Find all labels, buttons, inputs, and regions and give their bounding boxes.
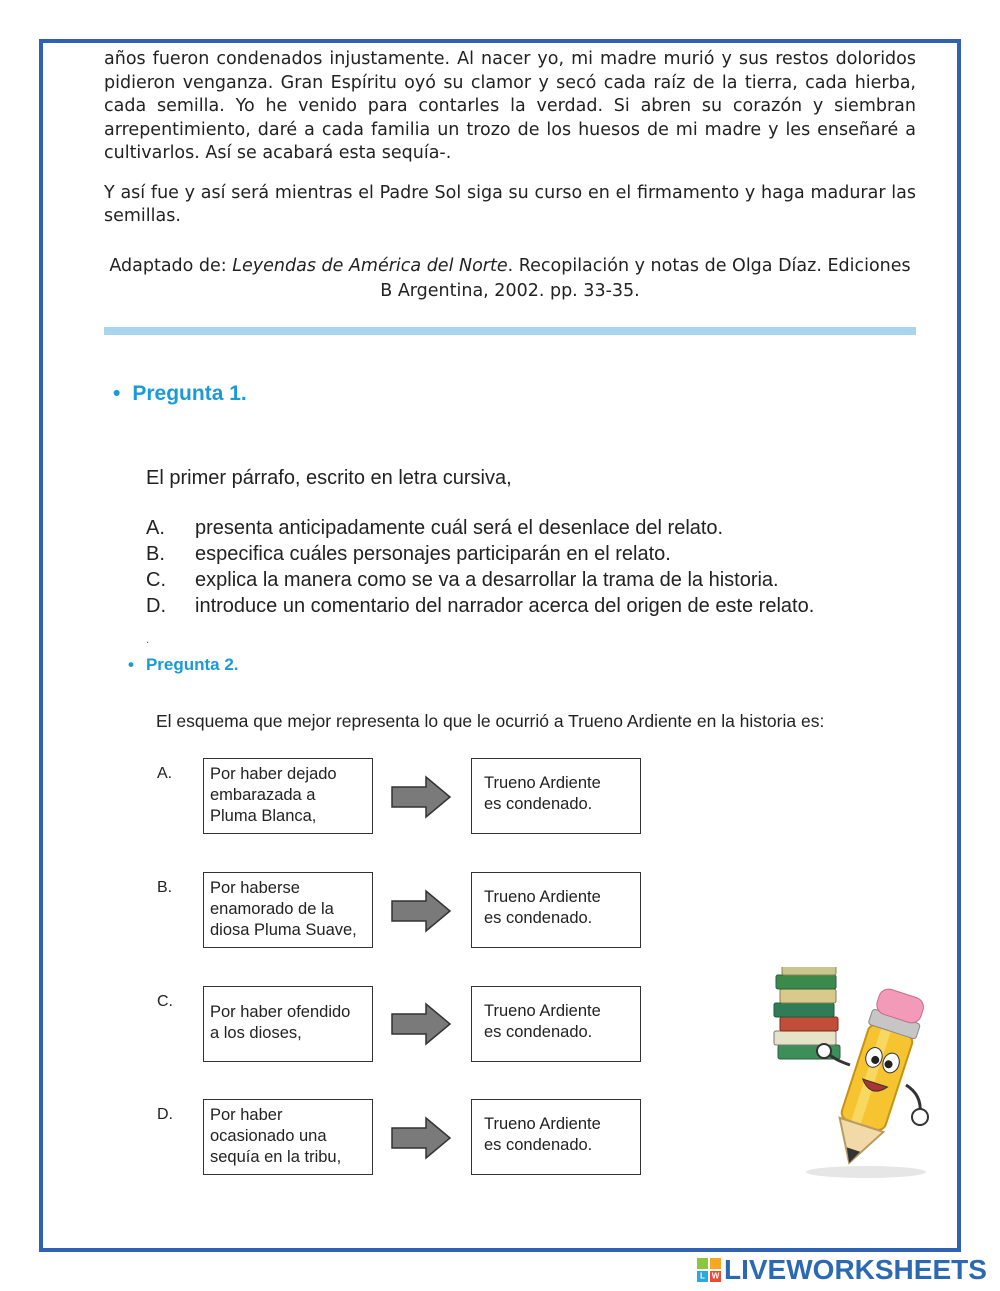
pencil-with-books-icon [766,967,946,1182]
question-1-title-text: Pregunta 1. [132,382,247,405]
effect-line: es condenado. [484,909,593,927]
question-2-option-d-cause-box[interactable] [203,1099,373,1175]
cause-line: Por haber dejado [210,765,337,783]
option-text: introduce un comentario del narrador acerca del origen de este relato. [195,595,815,617]
question-2-option-c-letter[interactable]: C. [157,993,173,1010]
cause-line: ocasionado una [210,1127,327,1145]
effect-line: Trueno Ardiente [484,1115,601,1133]
citation-suffix: . Recopilación y notas de Olga Díaz. Ediciones B Argentina, 2002. pp. 33-35. [380,256,911,301]
question-1-option-d[interactable] [146,593,814,619]
cause-line: diosa Pluma Suave, [210,921,357,939]
right-arrow-icon [390,1116,452,1160]
effect-line: Trueno Ardiente [484,1002,601,1020]
effect-line: es condenado. [484,1136,593,1154]
question-2-stem: El esquema que mejor representa lo que le ocurrió a Trueno Ardiente en la historia es: [156,711,825,731]
question-1-option-b[interactable] [146,541,814,567]
option-letter: D. [146,595,166,617]
right-arrow-icon [390,889,452,933]
question-2-option-b-cause-box[interactable] [203,872,373,948]
cause-line: embarazada a [210,786,316,804]
question-1-title [113,382,247,406]
liveworksheets-logo [697,1254,987,1286]
question-1-option-c[interactable] [146,567,814,593]
cause-line: enamorado de la [210,900,334,918]
question-1-stem: El primer párrafo, escrito en letra cursiva, [146,467,512,489]
cause-line: Pluma Blanca, [210,807,317,825]
right-arrow-icon [390,1002,452,1046]
cause-line: Por haber [210,1106,283,1124]
stray-mark: . [146,635,150,646]
effect-line: Trueno Ardiente [484,774,601,792]
effect-line: es condenado. [484,1023,593,1041]
story-paragraph-2: Y así fue y así será mientras el Padre Sol siga su curso en el firmamento y haga madurar las semillas. [104,182,916,226]
logo-mark-letter: W [711,1271,720,1281]
question-2-option-c-effect-box [471,986,641,1062]
liveworksheets-mark-icon [697,1258,721,1282]
citation [104,254,916,304]
question-2-option-a-letter[interactable]: A. [157,765,173,782]
story-paragraph-1: años fueron condenados injustamente. Al nacer yo, mi madre murió y sus restos doloridos pidieron venganza. Gran Espíritu oyó su clamor y secó cada raíz de la tierra, cada hierba, cada semilla. Yo he venido para contarles la verdad. Si abren su corazón y siembran arrepentimiento, daré a cada familia un trozo de los huesos de mi madre y les enseñaré a cultivarlos. Así se acabará esta sequía-. [104,49,916,163]
question-2-option-c-cause-box[interactable] [203,986,373,1062]
option-letter: B. [146,543,165,565]
question-2-bullet: • [128,655,134,674]
question-1-bullet: • [113,382,121,405]
question-2-option-b-letter[interactable]: B. [157,879,173,896]
question-1-option-a[interactable] [146,515,814,541]
effect-line: Trueno Ardiente [484,888,601,906]
option-text: explica la manera como se va a desarrollar la trama de la historia. [195,569,779,591]
cause-line: Por haberse [210,879,300,897]
question-2-title [128,655,239,675]
section-divider [104,327,916,335]
citation-book-title: Leyendas de América del Norte [232,256,508,276]
citation-prefix: Adaptado de: [109,256,233,276]
option-text: especifica cuáles personajes participarán en el relato. [195,543,671,565]
question-2-option-d-effect-box [471,1099,641,1175]
option-letter: C. [146,569,166,591]
logo-text: LIVEWORKSHEETS [724,1254,987,1285]
right-arrow-icon [390,775,452,819]
question-2-option-a-effect-box [471,758,641,834]
cause-line: Por haber ofendido [210,1003,351,1021]
question-1-options [146,515,814,619]
cause-line: sequía en la tribu, [210,1148,342,1166]
question-2-title-text: Pregunta 2. [145,655,239,674]
logo-mark-letter: L [700,1271,705,1281]
option-letter: A. [146,517,165,539]
effect-line: es condenado. [484,795,593,813]
story-text [104,48,916,229]
question-2-option-a-cause-box[interactable] [203,758,373,834]
option-text: presenta anticipadamente cuál será el desenlace del relato. [195,517,724,539]
question-2-option-d-letter[interactable]: D. [157,1106,173,1123]
question-2-option-b-effect-box [471,872,641,948]
cause-line: a los dioses, [210,1024,302,1042]
